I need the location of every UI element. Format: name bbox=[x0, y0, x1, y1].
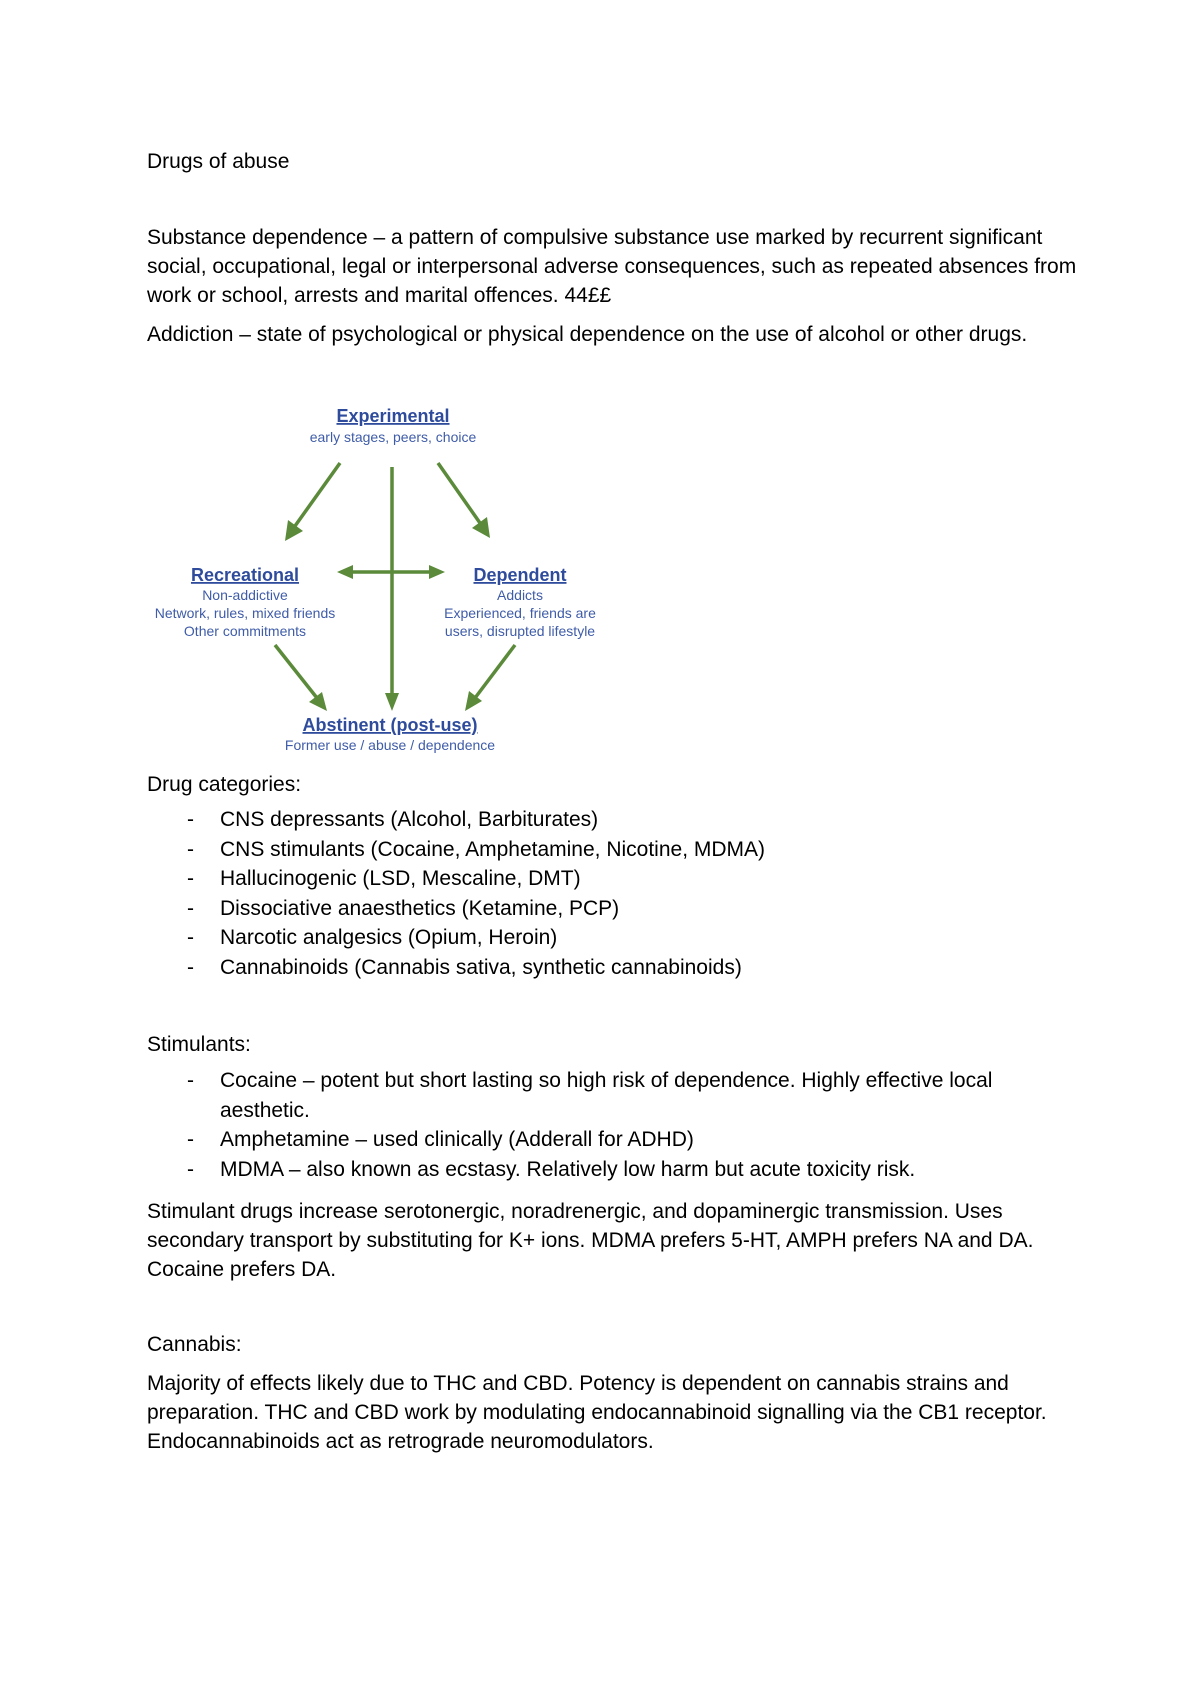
dependent-line-2: Experienced, friends are bbox=[444, 605, 596, 621]
cannabis-heading: Cannabis: bbox=[147, 1333, 242, 1356]
addiction-definition: Addiction – state of psychological or physical dependence on the use of alcohol or other drugs. bbox=[147, 323, 1028, 346]
recreational-title: Recreational bbox=[190, 565, 300, 585]
list-item: - MDMA – also known as ecstasy. Relatively low harm but acute toxicity risk. bbox=[187, 1157, 916, 1181]
recreational-line-2: Network, rules, mixed friends bbox=[154, 605, 336, 621]
list-item: - Cocaine – potent but short lasting so high risk of dependence. Highly effective local aesthetic. bbox=[187, 1069, 993, 1122]
recreational-line-1: Non-addictive bbox=[202, 587, 288, 603]
experimental-title: Experimental bbox=[336, 406, 450, 426]
categories-heading: Drug categories: bbox=[147, 773, 302, 796]
arrow-dependent-to-abstinent bbox=[465, 645, 515, 711]
list-item: - Amphetamine – used clinically (Adderall for ADHD) bbox=[187, 1128, 694, 1151]
arrow-experimental-to-recreational bbox=[285, 463, 340, 541]
drug-use-stages-diagram bbox=[140, 400, 620, 760]
substance-dependence-definition: Substance dependence – a pattern of compulsive substance use marked by recurrent significant social, occupational, legal or interpersonal adverse consequences, such as repeated absences from work or school, arrests and marital offences. 44££ bbox=[147, 226, 1077, 307]
recreational-line-3: Other commitments bbox=[183, 623, 307, 639]
list-item: - Dissociative anaesthetics (Ketamine, PCP) bbox=[187, 896, 620, 920]
stimulants-paragraph: Stimulant drugs increase serotonergic, noradrenergic, and dopaminergic transmission. Uses secondary transport by substituting for K+ ions. MDMA prefers 5-HT, AMPH prefers NA and DA. Cocaine prefers DA. bbox=[147, 1200, 1034, 1281]
stimulants-heading: Stimulants: bbox=[147, 1033, 251, 1056]
list-item: - CNS stimulants (Cocaine, Amphetamine, Nicotine, MDMA) bbox=[187, 837, 766, 861]
dependent-line-3: users, disrupted lifestyle bbox=[444, 623, 596, 639]
dependent-line-1: Addicts bbox=[497, 587, 543, 603]
categories-list bbox=[147, 805, 1077, 982]
page-title: Drugs of abuse bbox=[147, 150, 290, 173]
stimulants-list bbox=[147, 1066, 1077, 1184]
dependent-title: Dependent bbox=[473, 565, 567, 585]
list-item: - CNS depressants (Alcohol, Barbiturates) bbox=[187, 808, 599, 831]
abstinent-sub: Former use / abuse / dependence bbox=[284, 737, 496, 753]
arrow-experimental-to-abstinent bbox=[385, 467, 399, 711]
arrow-recreational-to-abstinent bbox=[275, 645, 327, 711]
arrow-experimental-to-dependent bbox=[438, 463, 490, 538]
cannabis-paragraph: Majority of effects likely due to THC and CBD. Potency is dependent on cannabis strains and preparation. THC and CBD work by modulating endocannabinoid signalling via the CB1 receptor. Endocannabinoids act as retrograde neuromodulators. bbox=[147, 1372, 1047, 1453]
abstinent-title: Abstinent (post-use) bbox=[302, 715, 478, 735]
list-item: - Narcotic analgesics (Opium, Heroin) bbox=[187, 926, 558, 949]
list-item: - Hallucinogenic (LSD, Mescaline, DMT) bbox=[187, 867, 581, 890]
experimental-sub: early stages, peers, choice bbox=[309, 429, 477, 445]
list-item: - Cannabinoids (Cannabis sativa, synthetic cannabinoids) bbox=[187, 955, 742, 979]
